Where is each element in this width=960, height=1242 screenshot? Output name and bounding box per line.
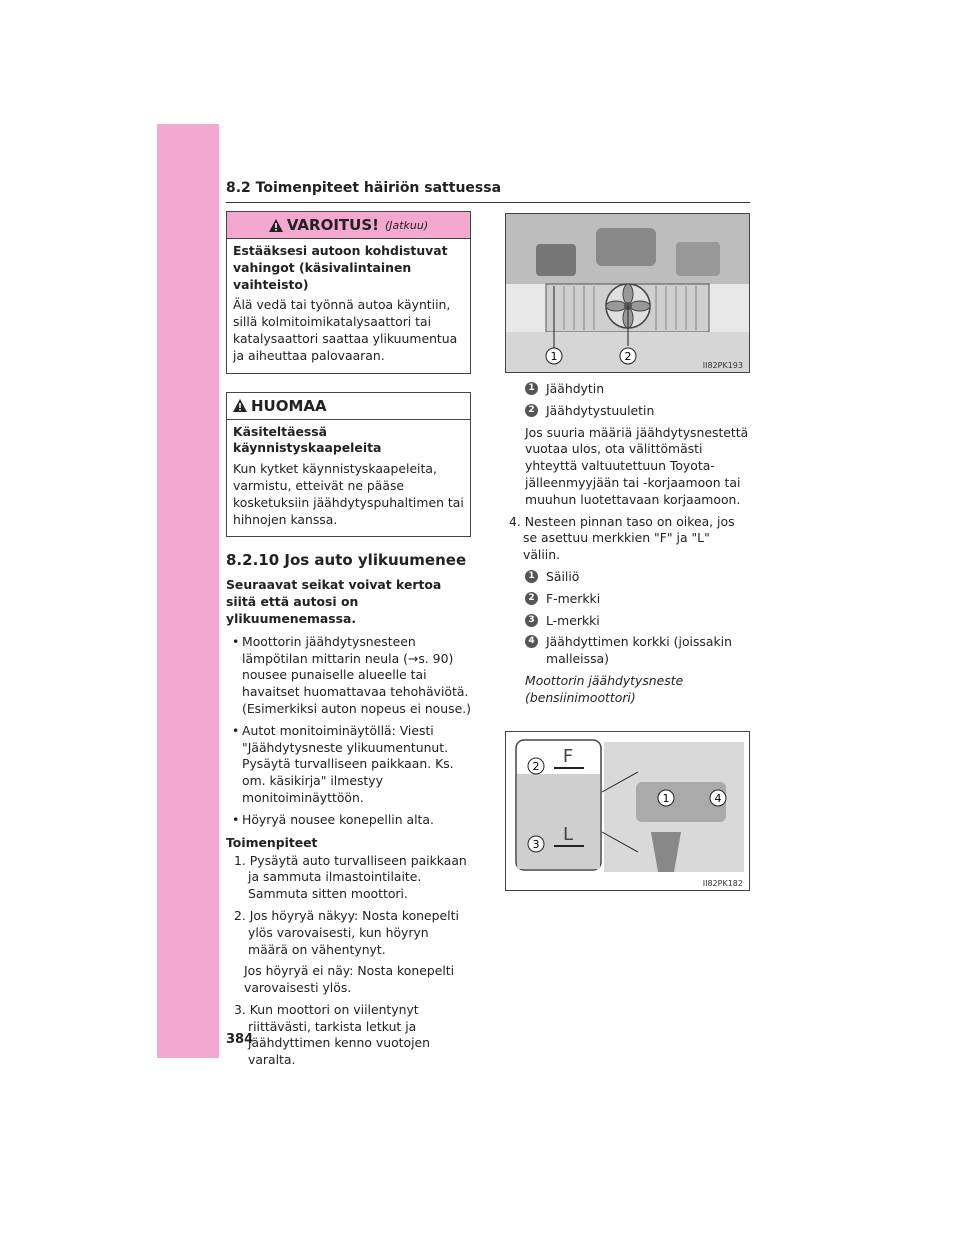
fig1-callout-2: 2	[624, 350, 632, 363]
radiator-figure	[505, 213, 750, 373]
section-header-text: 8.2 Toimenpiteet häiriön sattuessa	[226, 180, 502, 196]
reservoir-figure	[505, 731, 750, 891]
section-heading: 8.2.10 Jos auto ylikuumenee	[226, 551, 467, 570]
fig1-callout-1: 1	[550, 350, 558, 363]
notice-triangle-icon	[233, 399, 247, 412]
legend-item: 4 Jäähdyttimen korkki (joissakin malleissa)	[525, 634, 750, 668]
fig2-caption: Moottorin jäähdytysneste (bensiinimoottori)	[525, 672, 684, 705]
list-item: • Höyryä nousee konepellin alta.	[232, 811, 434, 827]
step-3: 3. Kun moottori on viilentynyt riittävästi, tarkista letkut ja jäähdyttimen kenno vuotojen varalta.	[234, 1001, 431, 1068]
notice-box	[226, 392, 471, 538]
lead-paragraph: Seuraavat seikat voivat kertoa siitä että autosi on ylikuumenemassa.	[226, 577, 442, 626]
warning-title: VAROITUS!	[286, 216, 379, 234]
step-1: 1. Pysäytä auto turvalliseen paikkaan ja sammuta ilmastointilaite. Sammuta sitten moottori.	[234, 852, 467, 902]
legend-item: 1 Säiliö	[525, 569, 750, 586]
warning-heading: Estääksesi autoon kohdistuvat vahingot (käsivalintainen vaihteisto)	[233, 243, 448, 292]
notice-heading: Käsiteltäessä käynnistyskaapeleita	[233, 423, 382, 456]
notice-box-title	[227, 393, 470, 420]
warning-box-title	[227, 212, 470, 239]
fig2-code: II82PK182	[702, 878, 743, 888]
section-header	[226, 180, 750, 203]
radiator-illustration	[506, 214, 749, 372]
step-2: 2. Jos höyryä näkyy: Nosta konepelti ylös varovaisesti, kun höyryn määrä on vähentynyt.	[234, 907, 459, 957]
step-2-continued: Jos höyryä ei näy: Nosta konepelti varovaisesti ylös.	[244, 963, 455, 996]
actions-title: Toimenpiteet	[226, 834, 318, 850]
f-mark: F	[562, 745, 574, 767]
notice-body	[227, 420, 470, 537]
warning-text: Älä vedä tai työnnä autoa käyntiin, sillä kolmitoimikatalysaattori tai katalysaattori saattaa ylikuumentua ja aiheuttaa palovaaran.	[233, 297, 458, 363]
legend-item: 1 Jäähdytin	[525, 381, 750, 398]
step-4: 4. Nesteen pinnan taso on oikea, jos se asettuu merkkien "F" ja "L" väliin.	[509, 513, 735, 563]
fig2-callout-1: 1	[662, 791, 670, 805]
warning-box	[226, 211, 471, 374]
list-item: • Autot monitoiminäytöllä: Viesti "Jäähdytysneste ylikuumentunut. Pysäytä turvalliseen paikkaan. Ks. om. käsikirja" ilmestyy monitoiminäyttöön.	[232, 722, 454, 805]
left-column	[226, 211, 471, 1074]
page-number: 384	[226, 1032, 254, 1047]
fig2-callout-2: 2	[532, 759, 540, 773]
page-color-tab	[157, 124, 219, 1058]
fig1-code: II82PK193	[702, 361, 743, 370]
warning-body	[227, 239, 470, 373]
fig2-callout-3: 3	[532, 837, 540, 851]
right-column	[505, 213, 750, 891]
warning-continued: (Jatkuu)	[384, 218, 429, 232]
legend-item: 3 L-merkki	[525, 613, 750, 630]
notice-title: HUOMAA	[251, 396, 327, 415]
l-mark: L	[562, 823, 574, 845]
reservoir-illustration	[506, 732, 749, 890]
warning-triangle-icon	[269, 219, 283, 232]
list-item: • Moottorin jäähdytysnesteen lämpötilan mittarin neula (→s. 90) nousee punaiselle alueelle tai havaitset huomattavaa tehohäviötä. (Esimerkiksi auton nopeus ei nouse.)	[232, 633, 471, 716]
fig2-callout-4: 4	[714, 791, 722, 805]
leak-note: Jos suuria määriä jäähdytysnestettä vuotaa ulos, ota välittömästi yhteyttä valtuutettuun Toyota-jälleenmyyjään tai -korjaamoon tai muuhun luotettavaan korjaamoon.	[525, 424, 749, 507]
legend-item: 2 Jäähdytystuuletin	[525, 403, 750, 420]
notice-text: Kun kytket käynnistyskaapeleita, varmistu, etteivät ne pääse kosketuksiin jäähdytyspuhaltimen tai hihnojen kanssa.	[233, 461, 464, 527]
legend-item: 2 F-merkki	[525, 591, 750, 608]
